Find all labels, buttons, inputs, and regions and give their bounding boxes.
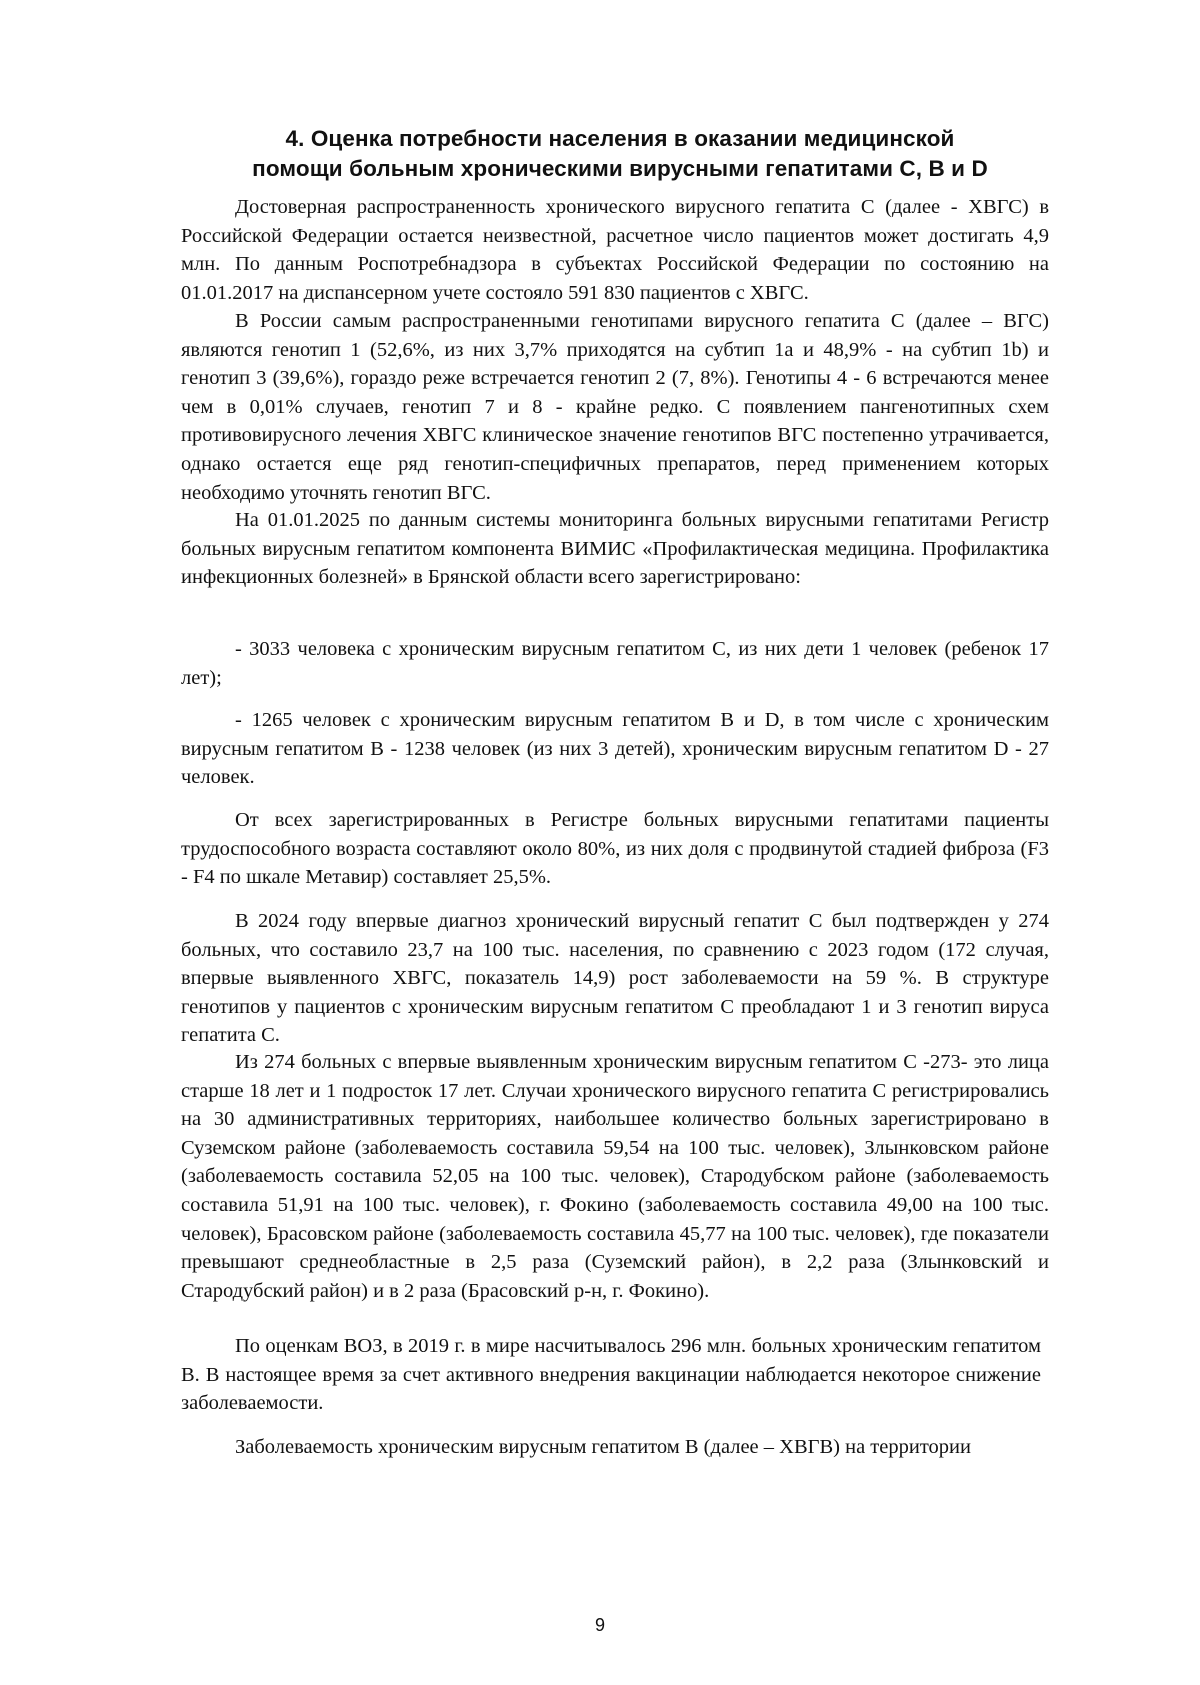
list-item-hepatitis-b-d: - 1265 человек с хроническим вирусным гепатитом В и D, в том числе с хроническим вирусным гепатитом В - 1238 человек (из них 3 детей), хроническим вирусным гепатитом D - 27 человек.	[181, 709, 1049, 789]
paragraph-who-estimate: По оценкам ВОЗ, в 2019 г. в мире насчитывалось 296 млн. больных хроническим гепатитом В. В настоящее время за счет активного внедрения вакцинации наблюдается некоторое снижение заболеваемости.	[181, 1335, 1041, 1415]
section-title-line-1: 4. Оценка потребности населения в оказании медицинской	[285, 126, 955, 151]
paragraph-hepatitis-b-incidence: Заболеваемость хроническим вирусным гепатитом В (далее – ХВГВ) на территории	[235, 1436, 971, 1458]
section-title-line-2: помощи больным хроническими вирусными гепатитами С, В и D	[252, 156, 988, 181]
paragraph-prevalence: Достоверная распространенность хронического вирусного гепатита С (далее - ХВГС) в Российской Федерации остается неизвестной, расчетное число пациентов может достигать 4,9 млн. По данным Роспотребнадзора в субъектах Российской Федерации по состоянию на 01.01.2017 на диспансерном учете состояло 591 830 пациентов с ХВГС.	[181, 196, 1049, 304]
paragraph-2024-incidence: В 2024 году впервые диагноз хронический вирусный гепатит С был подтвержден у 274 больных, что составило 23,7 на 100 тыс. населения, по сравнению с 2023 годом (172 случая, впервые выявленного ХВГС, показатель 14,9) рост заболеваемости на 59 %. В структуре генотипов у пациентов с хроническим вирусным гепатитом С преобладают 1 и 3 генотип вируса гепатита С.	[181, 910, 1049, 1047]
section-title	[180, 124, 1060, 184]
list-item-hepatitis-c: - 3033 человека с хроническим вирусным гепатитом С, из них дети 1 человек (ребенок 17 лет);	[181, 638, 1049, 689]
paragraph-registry: На 01.01.2025 по данным системы мониторинга больных вирусными гепатитами Регистр больных вирусным гепатитом компонента ВИМИС «Профилактическая медицина. Профилактика инфекционных болезней» в Брянской области всего зарегистрировано:	[181, 509, 1049, 589]
page-number: 9	[594, 1615, 605, 1635]
paragraph-working-age: От всех зарегистрированных в Регистре больных вирусными гепатитами пациенты трудоспособного возраста составляют около 80%, из них доля с продвинутой стадией фиброза (F3 - F4 по шкале Метавир) составляет 25,5%.	[181, 809, 1049, 889]
paragraph-genotypes: В России самым распространенными генотипами вирусного гепатита С (далее – ВГС) являются генотип 1 (52,6%, из них 3,7% приходятся на субтип 1a и 48,9% - на субтип 1b) и генотип 3 (39,6%), гораздо реже встречается генотип 2 (7, 8%). Генотипы 4 - 6 встречаются менее чем в 0,01% случаев, генотип 7 и 8 - крайне редко. С появлением пангенотипных схем противовирусного лечения ХВГС клиническое значение генотипов ВГС постепенно утрачивается, однако остается еще ряд генотип-специфичных препаратов, перед применением которых необходимо уточнять генотип ВГС.	[181, 310, 1049, 504]
paragraph-territories: Из 274 больных с впервые выявленным хроническим вирусным гепатитом С -273- это лица старше 18 лет и 1 подросток 17 лет. Случаи хронического вирусного гепатита С регистрировались на 30 административных территориях, наибольшее количество больных зарегистрировано в Суземском районе (заболеваемость составила 59,54 на 100 тыс. человек), Злынковском районе (заболеваемость составила 52,05 на 100 тыс. человек), Стародубском районе (заболеваемость составила 51,91 на 100 тыс. человек), г. Фокино (заболеваемость составила 49,00 на 100 тыс. человек), Брасовском районе (заболеваемость составила 45,77 на 100 тыс. человек), где показатели превышают среднеобластные в 2,5 раза (Суземский район), в 2,2 раза (Злынковский и Стародубский район) и в 2 раза (Брасовский р-н, г. Фокино).	[181, 1051, 1049, 1302]
